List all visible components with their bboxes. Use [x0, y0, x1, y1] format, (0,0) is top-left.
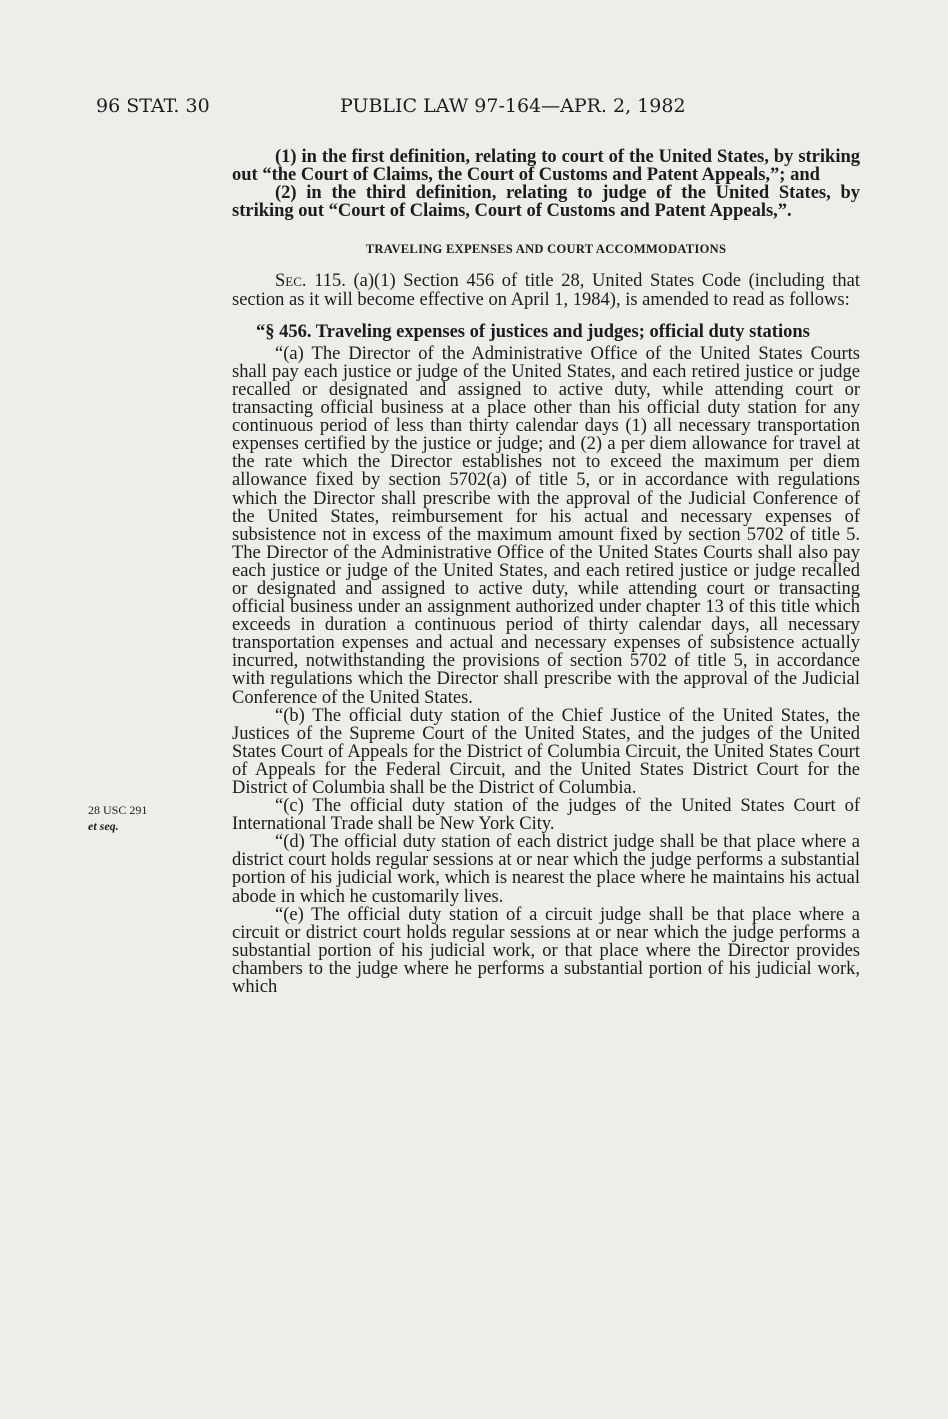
paragraph-c: “(c) The official duty station of the judges of the United States Court of International Trade shall be New York City.: [232, 796, 860, 835]
section-heading: “§ 456. Traveling expenses of justices and judges; official duty stations: [256, 321, 810, 342]
amendment-list: [232, 148, 860, 220]
running-head: PUBLIC LAW 97-164—APR. 2, 1982: [340, 95, 686, 117]
paragraph-a: “(a) The Director of the Administrative Office of the United States Courts shall pay each justice or judge of the United States, and each retired justice or judge recalled or designated and assigned to active duty, while attending court or transacting official business at a place other than his official duty station for any continuous period of less than thirty calendar days (1) all necessary transportation expenses certified by the justice or judge; and (2) a per diem allowance for travel at the rate which the Director establishes not to exceed the maximum per diem allowance fixed by section 5702(a) of title 5, or in accordance with regulations which the Director shall prescribe with the approval of the Judicial Conference of the United States, reimbursement for his actual and necessary expenses of subsistence not in excess of the maximum amount fixed by section 5702 of title 5. The Director of the Administrative Office of the United States Courts shall also pay each justice or judge of the United States, and each retired justice or judge recalled or designated and assigned to active duty, while attending court or transacting official business under an assignment authorized under chapter 13 of this title which exceeds in duration a continuous period of thirty calendar days, all necessary transportation expenses and actual and necessary expenses of subsistence actually incurred, notwithstanding the provisions of section 5702 of title 5, in accordance with regulations which the Director shall prescribe with the approval of the Judicial Conference of the United States.: [232, 343, 860, 708]
paragraph-d: “(d) The official duty station of each district judge shall be that place where a district court holds regular sessions at or near which the judge performs a substantial portion of his judicial work, which is nearest the place where he maintains his actual abode in which he customarily lives.: [232, 832, 860, 907]
section-label: Sec.: [275, 271, 307, 292]
paragraph-b: “(b) The official duty station of the Chief Justice of the United States, the Justices of the Supreme Court of the United States, and the judges of the United States Court of Appeals for the District of Columbia Circuit, the United States Court of Appeals for the Federal Circuit, and the United States District Court for the District of Columbia shall be the District of Columbia.: [232, 705, 860, 798]
paragraph-e: “(e) The official duty station of a circuit judge shall be that place where a circuit or district court holds regular sessions at or near which the judge performs a substantial portion of his judicial work, or that place where the Director provides chambers to the judge where he performs a substantial portion of his judicial work, which: [232, 904, 860, 998]
section-intro-text: 115. (a)(1) Section 456 of title 28, United States Code (including that section as it will become effective on April 1, 1984), is amended to read as follows:: [232, 271, 861, 310]
body-text: [232, 148, 860, 996]
margin-note-etseq: et seq.: [88, 819, 119, 833]
margin-note-citation: 28 USC 291: [88, 803, 148, 817]
section-title: TRAVELING EXPENSES AND COURT ACCOMMODATIONS: [365, 242, 727, 257]
section-intro: [232, 272, 860, 308]
page-stat-citation: 96 STAT. 30: [96, 95, 210, 117]
amendment-item: (2) in the third definition, relating to judge of the United States, by striking out “Court of Claims, Court of Customs and Patent Appeals,”.: [232, 183, 860, 222]
margin-note: [88, 802, 147, 834]
amendment-item: (1) in the first definition, relating to court of the United States, by striking out “the Court of Claims, the Court of Customs and Patent Appeals,”; and: [232, 147, 860, 186]
